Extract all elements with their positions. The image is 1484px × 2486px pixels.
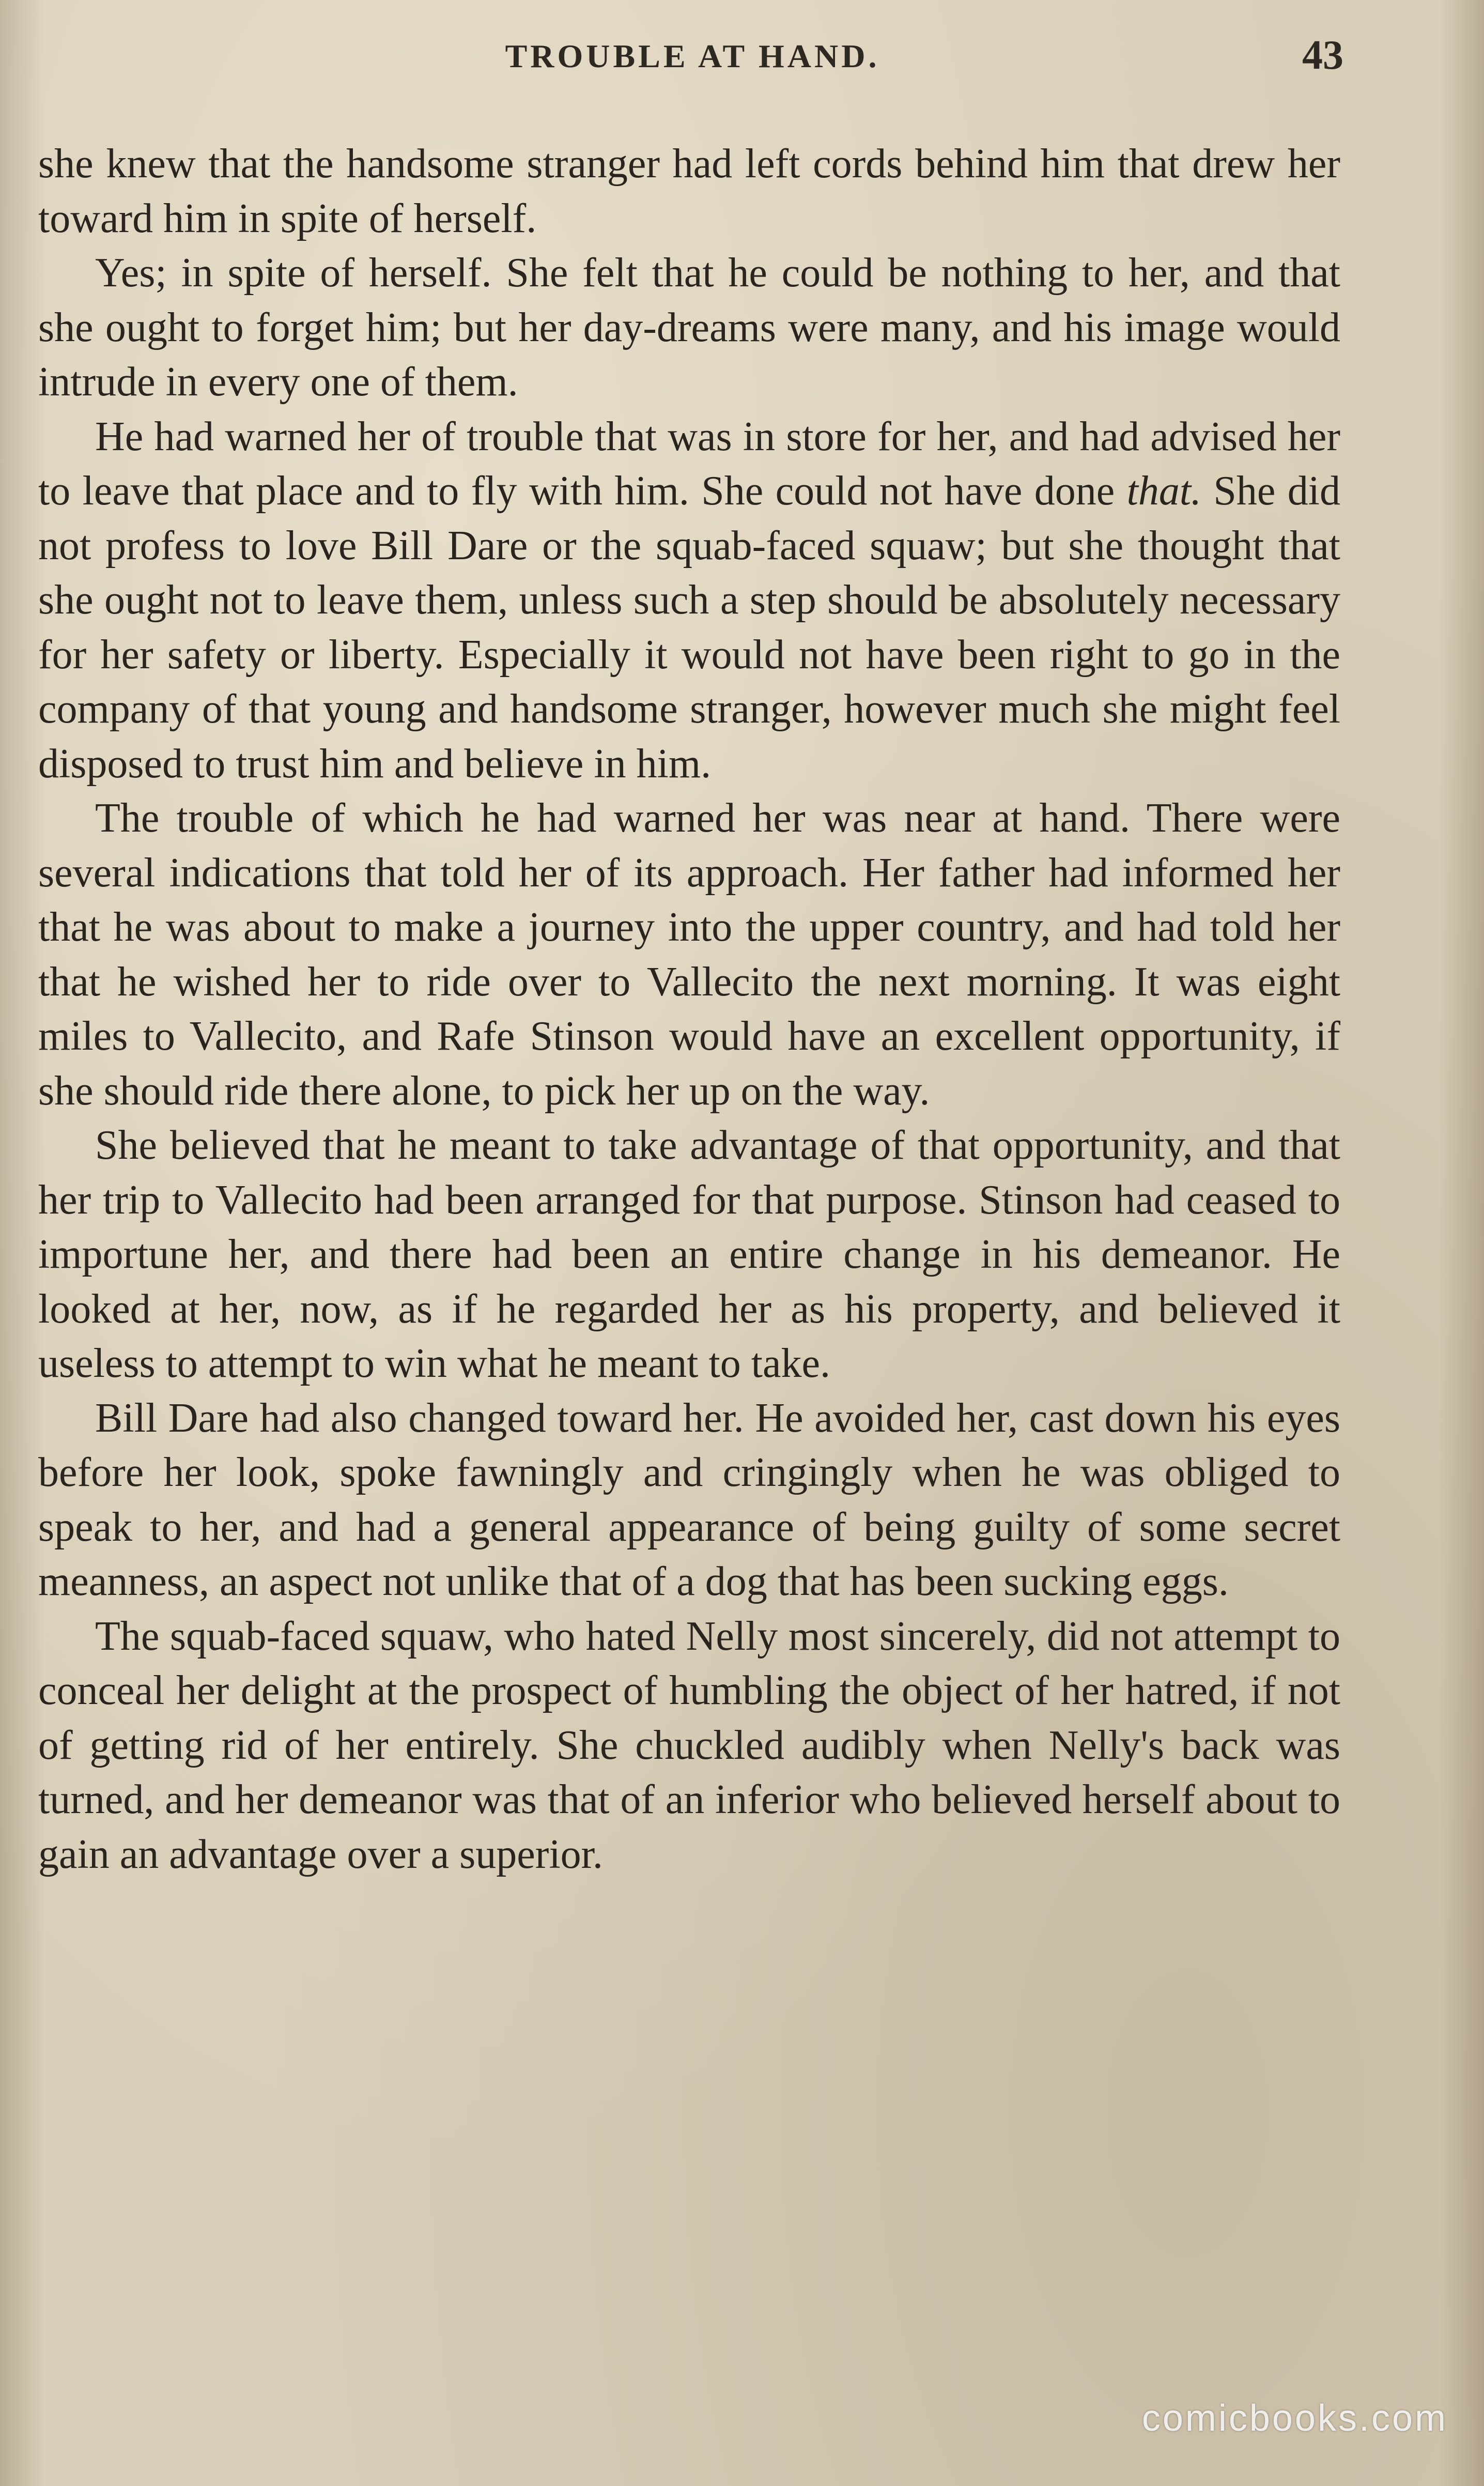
page-number: 43 [1302, 33, 1343, 78]
running-title: TROUBLE AT HAND. [505, 38, 880, 74]
running-head [41, 32, 1343, 89]
watermark: comicbooks.com [1141, 2398, 1448, 2439]
paragraph-3-rest: She did not profess to love Bill Dare or the squab-faced squaw; but she thought that she ought not to leave them, unless such a step should be absolutely necessary for her safety or liberty. Especially it would not have been right to go in the company of that young and handsome stranger, however much she might feel disposed to trust him and believe in him. [38, 468, 1341, 787]
paragraph-1: she knew that the handsome stranger had left cords behind him that drew her toward him in spite of herself. [38, 141, 1340, 241]
paragraph-4: The trouble of which he had warned her was near at hand. There were several indications that told her of its approach. Her father had informed her that he was about to make a journey into the upper country, and had told her that he wished her to ride over to Vallecito the next morning. It was eight miles to Vallecito, and Rafe Stinson would have an excellent opportunity, if she should ride there alone, to pick her up on the way. [38, 795, 1340, 1114]
paragraph-3 [38, 410, 1340, 792]
paragraph-3-emphasis: that. [1126, 468, 1202, 514]
paragraph-3-lead: He had warned her of trouble that was in store for her, and had advised her to leave that place and to fly with him. She could not have done [38, 413, 1340, 514]
paragraph-5: She believed that he meant to take advantage of that opportunity, and that her trip to Vallecito had been arranged for that purpose. Stinson had ceased to importune her, and there had been an entire change in his demeanor. He looked at her, now, as if he regarded her as his property, and believed it useless to attempt to win what he meant to take. [38, 1123, 1340, 1386]
paragraph-6: Bill Dare had also changed toward her. He avoided her, cast down his eyes before her look, spoke fawningly and cringingly when he was obliged to speak to her, and had a general appearance of being guilty of some secret meanness, an aspect not unlike that of a dog that has been sucking eggs. [38, 1395, 1340, 1604]
paragraph-7: The squab-faced squaw, who hated Nelly most sincerely, did not attempt to conceal her delight at the prospect of humbling the object of her hatred, if not of getting rid of her entirely. She chuckled audibly when Nelly's back was turned, and her demeanor was that of an inferior who believed herself about to gain an advantage over a superior. [38, 1613, 1340, 1877]
paragraph-2: Yes; in spite of herself. She felt that he could be nothing to her, and that she ought to forget him; but her day-dreams were many, and his image would intrude in every one of them. [38, 250, 1340, 405]
body-text [38, 137, 1340, 1882]
